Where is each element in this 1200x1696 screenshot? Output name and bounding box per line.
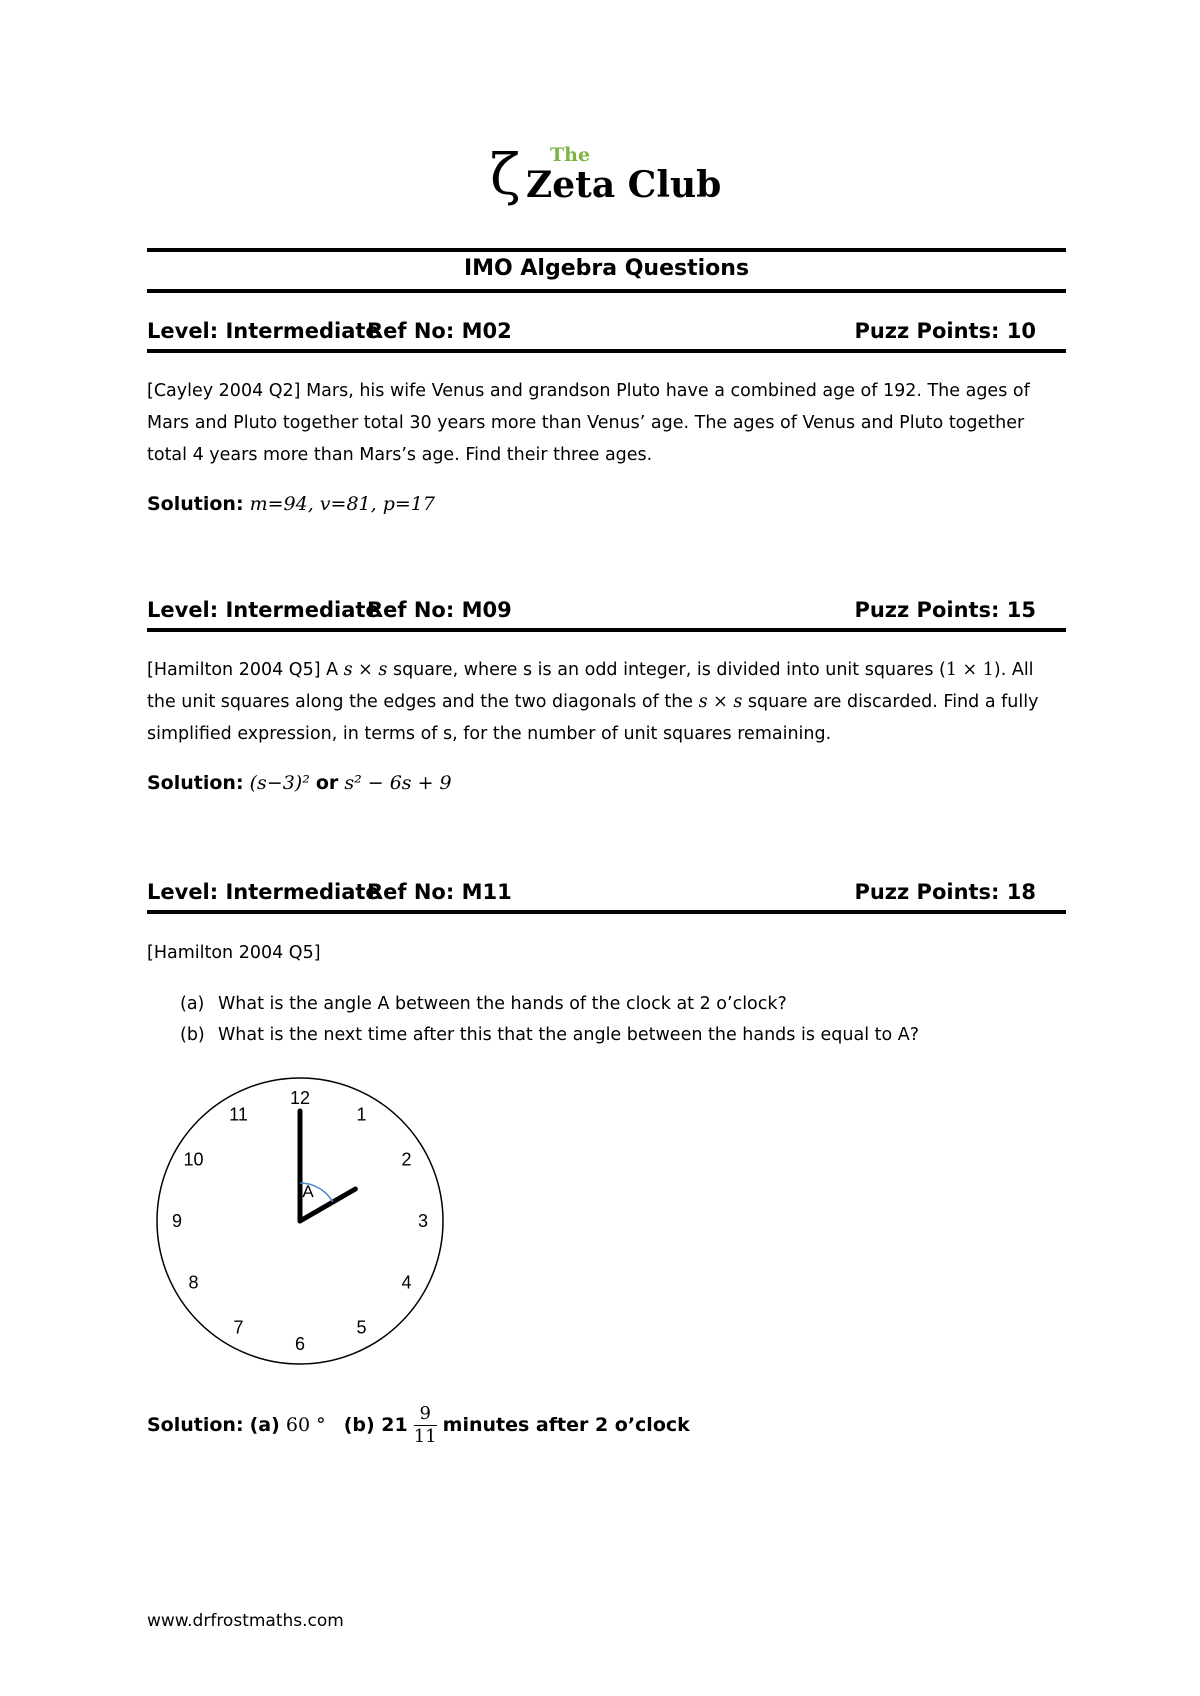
clock-number: 4	[401, 1272, 412, 1293]
part-b: (b) What is the next time after this that the angle between the hands is equal to A?	[180, 1025, 920, 1045]
question-ref: Ref No: M09	[367, 598, 512, 622]
angle-label: A	[302, 1182, 314, 1201]
question-text: [Hamilton 2004 Q5]	[147, 943, 321, 963]
solution-or: or	[315, 772, 339, 794]
question-points: Puzz Points: 15	[854, 598, 1036, 622]
question-ref: Ref No: M11	[367, 880, 512, 904]
solution	[147, 772, 452, 794]
logo-name: Zeta Club	[526, 164, 722, 206]
clock-number: 12	[289, 1088, 311, 1108]
question-rule	[147, 628, 1066, 632]
clock-number: 7	[233, 1317, 244, 1338]
solution-b-label: (b) 21	[343, 1414, 408, 1436]
question-header-m11	[147, 880, 1066, 910]
question-rule	[147, 349, 1066, 353]
logo-the: The	[550, 144, 591, 166]
footer-url: www.drfrostmaths.com	[147, 1611, 344, 1631]
question-rule	[147, 910, 1066, 914]
question-points: Puzz Points: 18	[854, 880, 1036, 904]
solution-a-value: 60 °	[285, 1414, 326, 1436]
question-header-m02	[147, 319, 1066, 349]
solution-label: Solution:	[147, 1414, 244, 1436]
solution	[147, 493, 435, 515]
question-text: [Cayley 2004 Q2] Mars, his wife Venus and grandson Pluto have a combined age of 192. The ages of Mars and Pluto together total 30 years more than Venus’ age. The ages of Venus and Pluto together total 4 years more than Mars’s age. Find their three ages.	[147, 381, 1030, 465]
solution-label: Solution:	[147, 493, 244, 515]
question-text: [Hamilton 2004 Q5] A s × s square, where s is an odd integer, is divided into unit squares (1 × 1). All the unit squares along the edges and the two diagonals of the s × s square are discarded. Find a fully simplified expression, in terms of s, for the number of unit squares remaining.	[147, 660, 1039, 744]
solution	[147, 1403, 690, 1448]
question-ref: Ref No: M02	[367, 319, 512, 343]
page-title: IMO Algebra Questions	[463, 256, 750, 281]
question-header-m09	[147, 598, 1066, 628]
clock-number: 3	[417, 1211, 429, 1231]
zeta-symbol: ζ	[490, 143, 521, 208]
clock-number: 6	[294, 1334, 306, 1354]
solution-value-a: (s−3)²	[249, 772, 310, 794]
clock-diagram	[150, 1075, 460, 1375]
clock-number: 11	[229, 1104, 248, 1125]
clock-number: 8	[188, 1272, 199, 1293]
clock-number: 1	[356, 1104, 367, 1125]
zeta-club-logo	[490, 140, 730, 230]
part-a: (a) What is the angle A between the hands of the clock at 2 o’clock?	[180, 994, 787, 1014]
solution-value-b: s² − 6s + 9	[344, 772, 452, 794]
question-level: Level: Intermediate	[147, 880, 380, 904]
title-rule-bottom	[147, 289, 1066, 293]
solution-a-label: (a)	[249, 1414, 280, 1436]
title-rule-top	[147, 248, 1066, 252]
clock-number: 9	[171, 1211, 183, 1231]
question-parts	[180, 989, 919, 1051]
clock-number: 10	[183, 1149, 204, 1170]
question-points: Puzz Points: 10	[854, 319, 1036, 343]
question-level: Level: Intermediate	[147, 319, 380, 343]
clock-number: 5	[356, 1317, 367, 1338]
solution-label: Solution:	[147, 772, 244, 794]
solution-fraction: $\frac{9}{11}$	[413, 1403, 437, 1447]
question-level: Level: Intermediate	[147, 598, 380, 622]
clock-number: 2	[401, 1149, 412, 1170]
solution-value: m=94, v=81, p=17	[249, 493, 435, 515]
solution-b-tail: minutes after 2 o’clock	[442, 1414, 690, 1436]
